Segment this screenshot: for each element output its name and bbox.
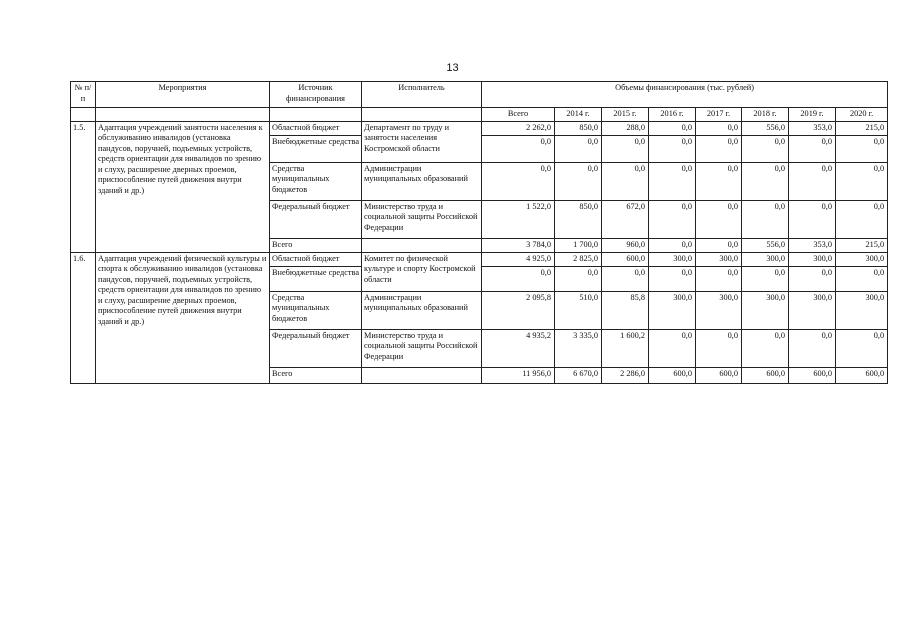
value-cell: 0,0 <box>602 135 649 162</box>
source-cell: Областной бюджет <box>270 252 362 266</box>
value-cell: 300,0 <box>696 252 742 266</box>
source-cell: Внебюджетные средства <box>270 266 362 291</box>
value-cell: 0,0 <box>696 238 742 252</box>
source-cell: Средства муниципальных бюджетов <box>270 291 362 329</box>
value-cell: 0,0 <box>789 162 836 200</box>
value-cell: 215,0 <box>836 238 888 252</box>
value-cell: 6 670,0 <box>555 367 602 383</box>
header-year: 2019 г. <box>789 108 836 122</box>
value-cell: 1 600,2 <box>602 329 649 367</box>
executor-cell: Министерство труда и социальной защиты Российской Федерации <box>362 329 482 367</box>
value-cell: 510,0 <box>555 291 602 329</box>
value-cell: 556,0 <box>742 238 789 252</box>
value-cell: 0,0 <box>602 162 649 200</box>
value-cell: 0,0 <box>696 200 742 238</box>
executor-cell: Департамент по труду и занятости населения Костромской области <box>362 121 482 162</box>
activity-text: Адаптация учреждений занятости населения к обслуживанию инвалидов (установка пандусов, поручней, подъемных устройств, средств ориентации для инвалидов по зрению и слуху, расширение дверных проемов, приспособление путей движения внутри зданий и др.) <box>96 121 270 252</box>
value-cell: 300,0 <box>789 291 836 329</box>
total-cell: 3 784,0 <box>482 238 555 252</box>
value-cell: 0,0 <box>696 266 742 291</box>
value-cell: 0,0 <box>696 135 742 162</box>
source-cell: Внебюджетные средства <box>270 135 362 162</box>
value-cell: 850,0 <box>555 200 602 238</box>
value-cell: 0,0 <box>742 329 789 367</box>
value-cell: 2 825,0 <box>555 252 602 266</box>
row-number: 1.6. <box>71 252 96 383</box>
value-cell: 0,0 <box>836 162 888 200</box>
source-cell: Областной бюджет <box>270 121 362 135</box>
value-cell: 850,0 <box>555 121 602 135</box>
value-cell: 600,0 <box>649 367 696 383</box>
section-1-6 <box>71 252 888 383</box>
value-cell: 0,0 <box>649 121 696 135</box>
value-cell: 300,0 <box>649 252 696 266</box>
value-cell: 0,0 <box>836 266 888 291</box>
total-cell: 11 956,0 <box>482 367 555 383</box>
total-cell: 0,0 <box>482 135 555 162</box>
value-cell: 672,0 <box>602 200 649 238</box>
page-number: 13 <box>446 62 459 74</box>
value-cell: 300,0 <box>649 291 696 329</box>
executor-cell <box>362 238 482 252</box>
value-cell: 300,0 <box>742 291 789 329</box>
total-cell: 0,0 <box>482 162 555 200</box>
value-cell: 600,0 <box>742 367 789 383</box>
total-cell: 2 095,8 <box>482 291 555 329</box>
source-cell: Всего <box>270 367 362 383</box>
table-row <box>71 252 888 266</box>
total-cell: 0,0 <box>482 266 555 291</box>
value-cell: 556,0 <box>742 121 789 135</box>
executor-cell: Комитет по физической культуре и спорту Костромской области <box>362 252 482 291</box>
value-cell: 0,0 <box>555 162 602 200</box>
header-executor: Исполнитель <box>362 82 482 108</box>
value-cell: 600,0 <box>836 367 888 383</box>
header-year: 2018 г. <box>742 108 789 122</box>
value-cell: 0,0 <box>649 329 696 367</box>
value-cell: 600,0 <box>602 252 649 266</box>
header-year: 2014 г. <box>555 108 602 122</box>
value-cell: 0,0 <box>742 266 789 291</box>
header-year: 2017 г. <box>696 108 742 122</box>
header-source: Источник финансирования <box>270 82 362 108</box>
value-cell: 0,0 <box>742 162 789 200</box>
value-cell: 0,0 <box>602 266 649 291</box>
value-cell: 600,0 <box>789 367 836 383</box>
table-row <box>71 121 888 135</box>
header-no: № п/п <box>71 82 96 108</box>
value-cell: 600,0 <box>696 367 742 383</box>
value-cell: 0,0 <box>789 200 836 238</box>
executor-cell: Администрации муниципальных образований <box>362 291 482 329</box>
value-cell: 2 286,0 <box>602 367 649 383</box>
value-cell: 0,0 <box>555 266 602 291</box>
header-total: Всего <box>482 108 555 122</box>
header-year: 2016 г. <box>649 108 696 122</box>
value-cell: 0,0 <box>836 200 888 238</box>
executor-cell <box>362 367 482 383</box>
header-year: 2015 г. <box>602 108 649 122</box>
value-cell: 0,0 <box>742 135 789 162</box>
value-cell: 300,0 <box>836 291 888 329</box>
total-cell: 4 925,0 <box>482 252 555 266</box>
value-cell: 0,0 <box>789 135 836 162</box>
total-cell: 2 262,0 <box>482 121 555 135</box>
value-cell: 0,0 <box>649 200 696 238</box>
value-cell: 215,0 <box>836 121 888 135</box>
value-cell: 0,0 <box>696 329 742 367</box>
value-cell: 960,0 <box>602 238 649 252</box>
row-number: 1.5. <box>71 121 96 252</box>
value-cell: 0,0 <box>649 266 696 291</box>
activity-text: Адаптация учреждений физической культуры и спорта к обслуживанию инвалидов (установка пандусов, поручней, подъемных устройств, средств ориентации для инвалидов по зрению и слуху, расширение дверных проемов, приспособление путей движения внутри зданий и др.) <box>96 252 270 383</box>
value-cell: 288,0 <box>602 121 649 135</box>
value-cell: 0,0 <box>696 121 742 135</box>
value-cell: 0,0 <box>836 329 888 367</box>
value-cell: 1 700,0 <box>555 238 602 252</box>
value-cell: 300,0 <box>789 252 836 266</box>
value-cell: 0,0 <box>649 162 696 200</box>
value-cell: 300,0 <box>696 291 742 329</box>
value-cell: 353,0 <box>789 238 836 252</box>
value-cell: 0,0 <box>649 135 696 162</box>
source-cell: Всего <box>270 238 362 252</box>
value-cell: 0,0 <box>649 238 696 252</box>
value-cell: 3 335,0 <box>555 329 602 367</box>
header-activity: Мероприятия <box>96 82 270 108</box>
header-year: 2020 г. <box>836 108 888 122</box>
value-cell: 353,0 <box>789 121 836 135</box>
total-cell: 1 522,0 <box>482 200 555 238</box>
value-cell: 300,0 <box>742 252 789 266</box>
total-cell: 4 935,2 <box>482 329 555 367</box>
source-cell: Средства муниципальных бюджетов <box>270 162 362 200</box>
value-cell: 0,0 <box>555 135 602 162</box>
header-volumes: Объемы финансирования (тыс. рублей) <box>482 82 888 108</box>
value-cell: 0,0 <box>789 266 836 291</box>
value-cell: 85,8 <box>602 291 649 329</box>
source-cell: Федеральный бюджет <box>270 329 362 367</box>
source-cell: Федеральный бюджет <box>270 200 362 238</box>
value-cell: 0,0 <box>789 329 836 367</box>
financing-table <box>70 81 888 384</box>
value-cell: 0,0 <box>696 162 742 200</box>
executor-cell: Министерство труда и социальной защиты Российской Федерации <box>362 200 482 238</box>
value-cell: 0,0 <box>836 135 888 162</box>
executor-cell: Администрации муниципальных образований <box>362 162 482 200</box>
value-cell: 0,0 <box>742 200 789 238</box>
value-cell: 300,0 <box>836 252 888 266</box>
section-1-5 <box>71 121 888 252</box>
